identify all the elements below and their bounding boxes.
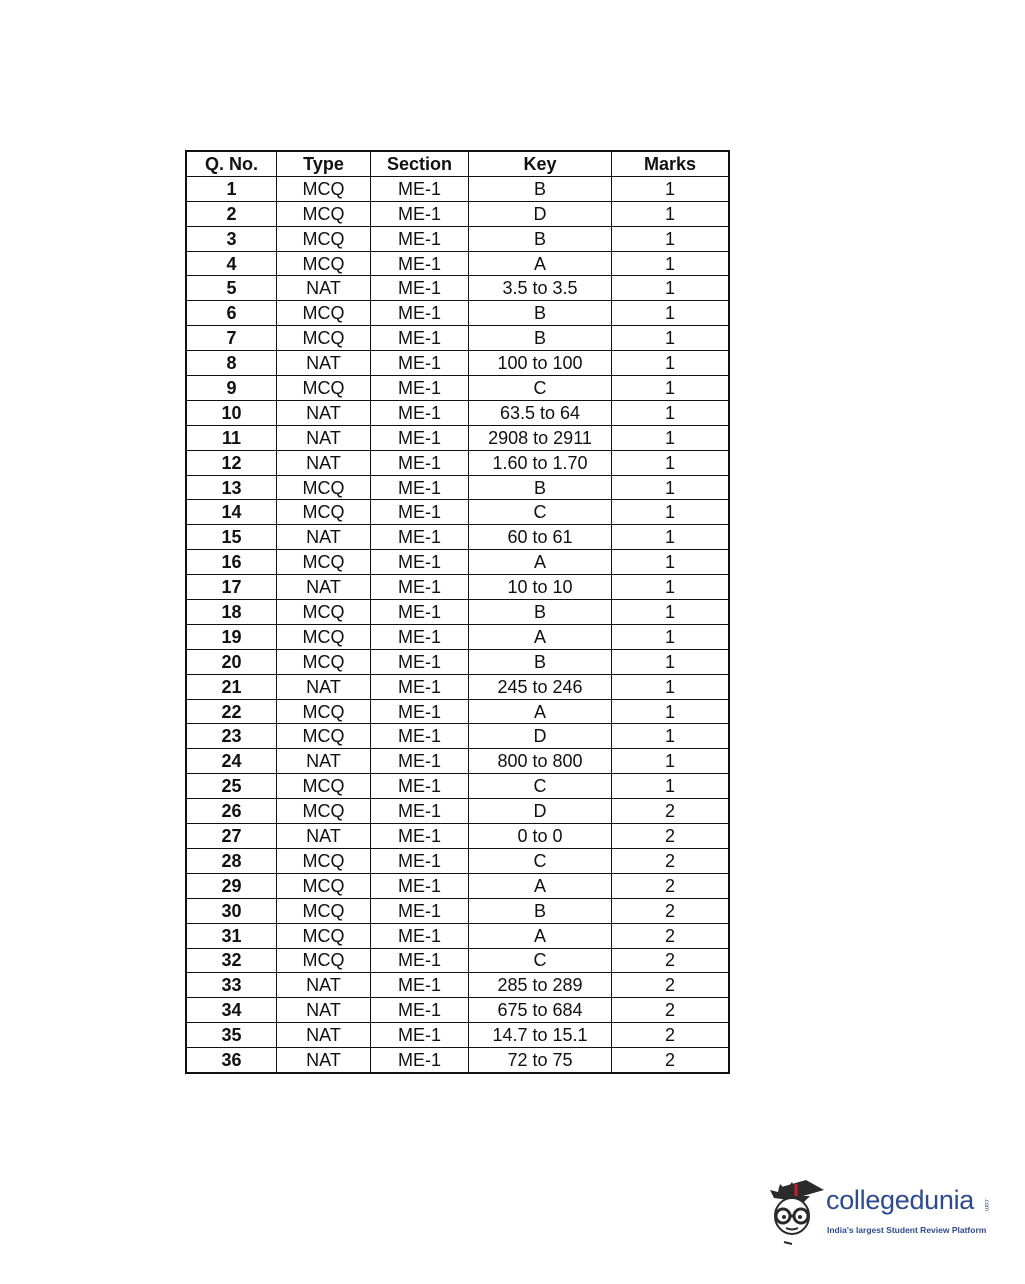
key-cell: 2908 to 2911 [469, 425, 612, 450]
table-row [186, 600, 729, 625]
table-row [186, 624, 729, 649]
question-number-cell: 9 [186, 376, 277, 401]
key-cell: 100 to 100 [469, 351, 612, 376]
column-header: Key [469, 151, 612, 176]
marks-cell: 1 [612, 400, 730, 425]
marks-cell: 2 [612, 948, 730, 973]
type-cell: MCQ [277, 600, 371, 625]
table-row [186, 575, 729, 600]
key-cell: C [469, 774, 612, 799]
table-row [186, 749, 729, 774]
section-cell: ME-1 [371, 251, 469, 276]
type-cell: NAT [277, 824, 371, 849]
table-row [186, 674, 729, 699]
question-number-cell: 5 [186, 276, 277, 301]
question-number-cell: 6 [186, 301, 277, 326]
key-cell: A [469, 923, 612, 948]
type-cell: MCQ [277, 898, 371, 923]
key-cell: A [469, 699, 612, 724]
marks-cell: 1 [612, 649, 730, 674]
marks-cell: 1 [612, 425, 730, 450]
table-row [186, 326, 729, 351]
section-cell: ME-1 [371, 351, 469, 376]
table-row [186, 525, 729, 550]
type-cell: MCQ [277, 301, 371, 326]
key-cell: B [469, 176, 612, 201]
type-cell: NAT [277, 351, 371, 376]
section-cell: ME-1 [371, 301, 469, 326]
table-row [186, 848, 729, 873]
marks-cell: 2 [612, 824, 730, 849]
marks-cell: 1 [612, 550, 730, 575]
type-cell: MCQ [277, 201, 371, 226]
marks-cell: 2 [612, 1023, 730, 1048]
type-cell: NAT [277, 973, 371, 998]
key-cell: 14.7 to 15.1 [469, 1023, 612, 1048]
column-header: Section [371, 151, 469, 176]
question-number-cell: 15 [186, 525, 277, 550]
question-number-cell: 20 [186, 649, 277, 674]
question-number-cell: 14 [186, 500, 277, 525]
key-cell: 0 to 0 [469, 824, 612, 849]
key-cell: C [469, 500, 612, 525]
question-number-cell: 8 [186, 351, 277, 376]
key-cell: B [469, 301, 612, 326]
table-header-row [186, 151, 729, 176]
table-row [186, 799, 729, 824]
section-cell: ME-1 [371, 201, 469, 226]
table-row [186, 948, 729, 973]
question-number-cell: 27 [186, 824, 277, 849]
section-cell: ME-1 [371, 326, 469, 351]
column-header: Marks [612, 151, 730, 176]
table-row [186, 898, 729, 923]
key-cell: B [469, 226, 612, 251]
key-cell: 1.60 to 1.70 [469, 450, 612, 475]
marks-cell: 1 [612, 226, 730, 251]
key-cell: A [469, 873, 612, 898]
logo-tld: .com [983, 1198, 989, 1212]
question-number-cell: 21 [186, 674, 277, 699]
answer-key-table [185, 150, 730, 1074]
question-number-cell: 7 [186, 326, 277, 351]
type-cell: MCQ [277, 251, 371, 276]
type-cell: MCQ [277, 799, 371, 824]
question-number-cell: 25 [186, 774, 277, 799]
type-cell: NAT [277, 525, 371, 550]
type-cell: MCQ [277, 873, 371, 898]
key-cell: 285 to 289 [469, 973, 612, 998]
marks-cell: 1 [612, 749, 730, 774]
key-cell: D [469, 799, 612, 824]
question-number-cell: 13 [186, 475, 277, 500]
marks-cell: 1 [612, 624, 730, 649]
table-row [186, 973, 729, 998]
question-number-cell: 34 [186, 998, 277, 1023]
type-cell: MCQ [277, 699, 371, 724]
type-cell: NAT [277, 1023, 371, 1048]
section-cell: ME-1 [371, 575, 469, 600]
key-cell: A [469, 624, 612, 649]
table-row [186, 923, 729, 948]
table-row [186, 998, 729, 1023]
student-mascot-icon [766, 1176, 826, 1250]
marks-cell: 1 [612, 575, 730, 600]
key-cell: B [469, 326, 612, 351]
section-cell: ME-1 [371, 923, 469, 948]
question-number-cell: 29 [186, 873, 277, 898]
question-number-cell: 4 [186, 251, 277, 276]
key-cell: A [469, 251, 612, 276]
marks-cell: 2 [612, 923, 730, 948]
question-number-cell: 24 [186, 749, 277, 774]
key-cell: 675 to 684 [469, 998, 612, 1023]
section-cell: ME-1 [371, 749, 469, 774]
table-row [186, 724, 729, 749]
type-cell: MCQ [277, 948, 371, 973]
section-cell: ME-1 [371, 376, 469, 401]
collegedunia-logo [766, 1176, 998, 1250]
section-cell: ME-1 [371, 226, 469, 251]
section-cell: ME-1 [371, 525, 469, 550]
section-cell: ME-1 [371, 873, 469, 898]
question-number-cell: 30 [186, 898, 277, 923]
marks-cell: 1 [612, 351, 730, 376]
section-cell: ME-1 [371, 425, 469, 450]
marks-cell: 2 [612, 873, 730, 898]
section-cell: ME-1 [371, 276, 469, 301]
table-row [186, 276, 729, 301]
type-cell: MCQ [277, 848, 371, 873]
table-row [186, 550, 729, 575]
section-cell: ME-1 [371, 824, 469, 849]
marks-cell: 1 [612, 176, 730, 201]
type-cell: MCQ [277, 500, 371, 525]
question-number-cell: 12 [186, 450, 277, 475]
section-cell: ME-1 [371, 600, 469, 625]
question-number-cell: 36 [186, 1048, 277, 1073]
table-row [186, 500, 729, 525]
section-cell: ME-1 [371, 948, 469, 973]
section-cell: ME-1 [371, 724, 469, 749]
key-cell: C [469, 848, 612, 873]
section-cell: ME-1 [371, 550, 469, 575]
marks-cell: 1 [612, 301, 730, 326]
question-number-cell: 1 [186, 176, 277, 201]
type-cell: MCQ [277, 774, 371, 799]
table-row [186, 226, 729, 251]
type-cell: MCQ [277, 724, 371, 749]
type-cell: NAT [277, 276, 371, 301]
column-header: Q. No. [186, 151, 277, 176]
key-cell: B [469, 898, 612, 923]
marks-cell: 1 [612, 450, 730, 475]
key-cell: 63.5 to 64 [469, 400, 612, 425]
key-cell: C [469, 376, 612, 401]
question-number-cell: 26 [186, 799, 277, 824]
section-cell: ME-1 [371, 400, 469, 425]
type-cell: MCQ [277, 376, 371, 401]
type-cell: MCQ [277, 923, 371, 948]
question-number-cell: 23 [186, 724, 277, 749]
marks-cell: 1 [612, 525, 730, 550]
marks-cell: 1 [612, 500, 730, 525]
section-cell: ME-1 [371, 848, 469, 873]
type-cell: NAT [277, 425, 371, 450]
section-cell: ME-1 [371, 699, 469, 724]
marks-cell: 2 [612, 799, 730, 824]
table-header [186, 151, 729, 176]
type-cell: MCQ [277, 326, 371, 351]
key-cell: B [469, 649, 612, 674]
key-cell: D [469, 201, 612, 226]
marks-cell: 1 [612, 276, 730, 301]
table-row [186, 301, 729, 326]
table-row [186, 425, 729, 450]
table-row [186, 376, 729, 401]
question-number-cell: 22 [186, 699, 277, 724]
marks-cell: 2 [612, 1048, 730, 1073]
table-row [186, 351, 729, 376]
question-number-cell: 2 [186, 201, 277, 226]
marks-cell: 1 [612, 699, 730, 724]
marks-cell: 1 [612, 774, 730, 799]
type-cell: NAT [277, 998, 371, 1023]
key-cell: 60 to 61 [469, 525, 612, 550]
question-number-cell: 11 [186, 425, 277, 450]
marks-cell: 1 [612, 724, 730, 749]
table-row [186, 176, 729, 201]
key-cell: 245 to 246 [469, 674, 612, 699]
table-row [186, 824, 729, 849]
question-number-cell: 16 [186, 550, 277, 575]
logo-wordmark: collegedunia [826, 1185, 975, 1215]
question-number-cell: 28 [186, 848, 277, 873]
table-row [186, 1048, 729, 1073]
key-cell: C [469, 948, 612, 973]
section-cell: ME-1 [371, 500, 469, 525]
section-cell: ME-1 [371, 176, 469, 201]
key-cell: 800 to 800 [469, 749, 612, 774]
type-cell: MCQ [277, 649, 371, 674]
table-row [186, 450, 729, 475]
table-body [186, 176, 729, 1073]
key-cell: 10 to 10 [469, 575, 612, 600]
question-number-cell: 19 [186, 624, 277, 649]
section-cell: ME-1 [371, 450, 469, 475]
question-number-cell: 31 [186, 923, 277, 948]
question-number-cell: 33 [186, 973, 277, 998]
key-cell: D [469, 724, 612, 749]
key-cell: 72 to 75 [469, 1048, 612, 1073]
table-row [186, 873, 729, 898]
question-number-cell: 35 [186, 1023, 277, 1048]
type-cell: MCQ [277, 176, 371, 201]
marks-cell: 2 [612, 898, 730, 923]
question-number-cell: 17 [186, 575, 277, 600]
key-cell: 3.5 to 3.5 [469, 276, 612, 301]
table-row [186, 475, 729, 500]
type-cell: NAT [277, 749, 371, 774]
question-number-cell: 3 [186, 226, 277, 251]
section-cell: ME-1 [371, 973, 469, 998]
marks-cell: 1 [612, 376, 730, 401]
key-cell: A [469, 550, 612, 575]
section-cell: ME-1 [371, 475, 469, 500]
table-row [186, 649, 729, 674]
question-number-cell: 18 [186, 600, 277, 625]
table-row [186, 774, 729, 799]
marks-cell: 1 [612, 201, 730, 226]
type-cell: NAT [277, 450, 371, 475]
type-cell: NAT [277, 400, 371, 425]
type-cell: MCQ [277, 550, 371, 575]
section-cell: ME-1 [371, 898, 469, 923]
section-cell: ME-1 [371, 1048, 469, 1073]
logo-tagline: India's largest Student Review Platform [827, 1225, 987, 1235]
column-header: Type [277, 151, 371, 176]
key-cell: B [469, 600, 612, 625]
marks-cell: 1 [612, 475, 730, 500]
section-cell: ME-1 [371, 998, 469, 1023]
marks-cell: 2 [612, 998, 730, 1023]
section-cell: ME-1 [371, 1023, 469, 1048]
type-cell: MCQ [277, 226, 371, 251]
table-row [186, 699, 729, 724]
table-row [186, 400, 729, 425]
section-cell: ME-1 [371, 799, 469, 824]
table-row [186, 201, 729, 226]
marks-cell: 1 [612, 326, 730, 351]
table-row [186, 1023, 729, 1048]
type-cell: NAT [277, 575, 371, 600]
type-cell: MCQ [277, 624, 371, 649]
marks-cell: 2 [612, 848, 730, 873]
question-number-cell: 10 [186, 400, 277, 425]
type-cell: MCQ [277, 475, 371, 500]
section-cell: ME-1 [371, 624, 469, 649]
section-cell: ME-1 [371, 674, 469, 699]
question-number-cell: 32 [186, 948, 277, 973]
section-cell: ME-1 [371, 774, 469, 799]
key-cell: B [469, 475, 612, 500]
marks-cell: 1 [612, 674, 730, 699]
section-cell: ME-1 [371, 649, 469, 674]
type-cell: NAT [277, 1048, 371, 1073]
table-row [186, 251, 729, 276]
marks-cell: 2 [612, 973, 730, 998]
type-cell: NAT [277, 674, 371, 699]
marks-cell: 1 [612, 251, 730, 276]
marks-cell: 1 [612, 600, 730, 625]
